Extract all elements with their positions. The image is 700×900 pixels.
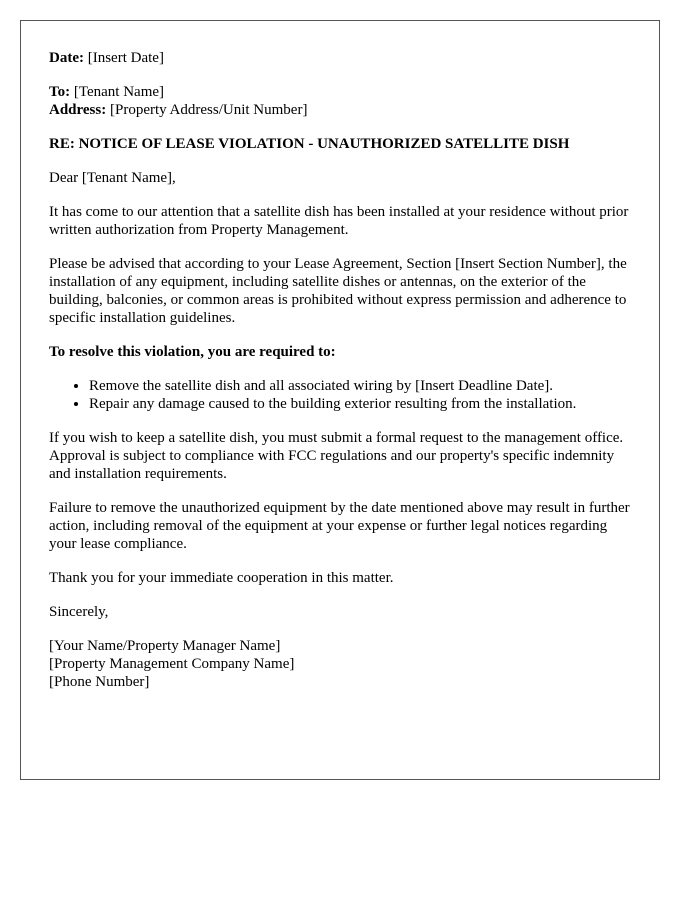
address-line [49, 101, 631, 119]
paragraph-thanks: Thank you for your immediate cooperation in this matter. [49, 570, 394, 586]
paragraph-attention: It has come to our attention that a satellite dish has been installed at your residence without prior written authorization from Property Management. [49, 204, 629, 238]
subject-line: RE: NOTICE OF LEASE VIOLATION - UNAUTHORIZED SATELLITE DISH [49, 136, 570, 152]
list-item: • Remove the satellite dish and all associated wiring by [Insert Deadline Date]. [89, 377, 631, 395]
paragraph-failure: Failure to remove the unauthorized equipment by the date mentioned above may result in further action, including removal of the equipment at your expense or further legal notices regarding your lease compliance. [49, 500, 630, 552]
address-value: [Property Address/Unit Number] [109, 102, 308, 118]
paragraph-lease-section: Please be advised that according to your Lease Agreement, Section [Insert Section Number], the installation of any equipment, including satellite dishes or antennas, on the exterior of the building, balconies, or common areas is prohibited without express permission and adherence to specific installation guidelines. [49, 256, 627, 326]
valediction: Sincerely, [49, 604, 109, 620]
company-name: [Property Management Company Name] [49, 656, 295, 672]
address-label: Address: [49, 102, 107, 118]
paragraph-keep-dish: If you wish to keep a satellite dish, you must submit a formal request to the management office. Approval is subject to compliance with FCC regulations and our property's specific indemnity and installation requirements. [49, 430, 624, 482]
to-line [49, 83, 631, 101]
signature-block [49, 637, 631, 691]
date-line [49, 49, 631, 67]
to-label: To: [49, 84, 71, 100]
phone-number: [Phone Number] [49, 674, 150, 690]
signer-name: [Your Name/Property Manager Name] [49, 638, 281, 654]
date-value: [Insert Date] [87, 50, 164, 66]
list-item: • Repair any damage caused to the building exterior resulting from the installation. [89, 395, 631, 413]
to-value: [Tenant Name] [73, 84, 165, 100]
requirements-list [49, 377, 631, 413]
resolve-heading: To resolve this violation, you are required to: [49, 344, 336, 360]
salutation: Dear [Tenant Name], [49, 170, 176, 186]
letter-page [20, 20, 660, 780]
recipient-block [49, 83, 631, 119]
date-label: Date: [49, 50, 84, 66]
